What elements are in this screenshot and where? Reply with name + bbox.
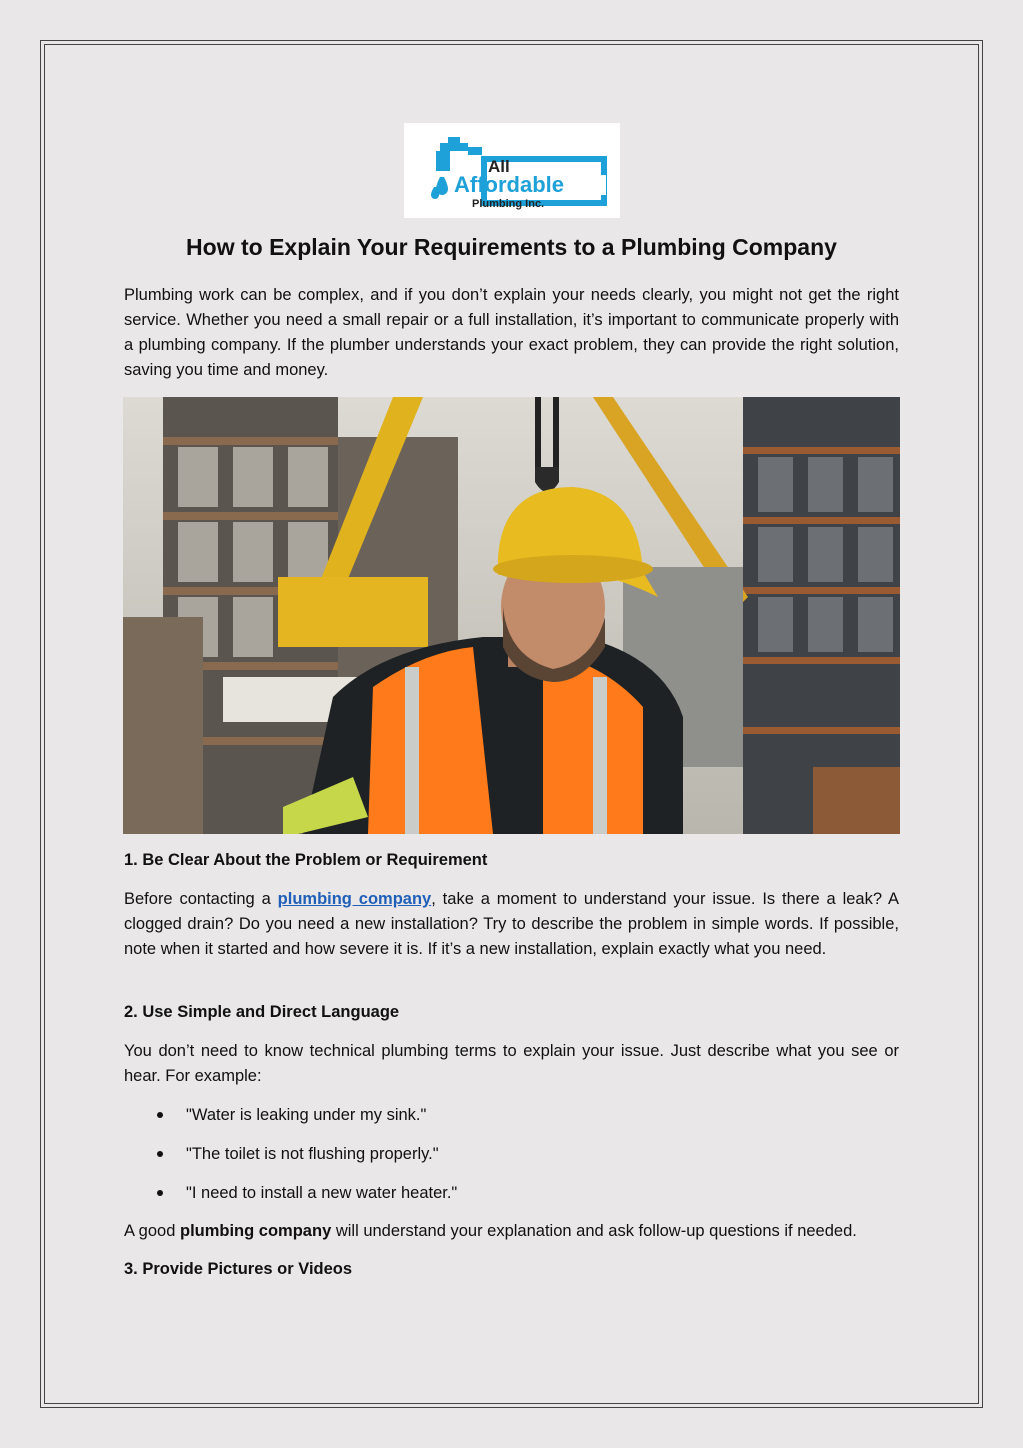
list-item: [124, 1183, 457, 1222]
list-item-text: "The toilet is not flushing properly.": [186, 1145, 439, 1163]
plumbing-company-bold: plumbing company: [179, 1222, 332, 1240]
closing-text-before: A good: [124, 1222, 180, 1240]
section-2-closing-paragraph: [124, 1219, 899, 1244]
construction-worker-photo: [123, 397, 900, 834]
list-item-text: "Water is leaking under my sink.": [186, 1106, 427, 1124]
list-item: [124, 1144, 457, 1183]
closing-text-after: will understand your explanation and ask follow-up questions if needed.: [331, 1222, 857, 1240]
svg-text:Affordable: Affordable: [454, 172, 564, 197]
intro-paragraph: Plumbing work can be complex, and if you don’t explain your needs clearly, you might not get the right service. Whether you need a small repair or a full installation, it’s important to communicate properly with a plumbing company. If the plumber understands your exact problem, they can provide the right solution, saving you time and money.: [124, 286, 899, 379]
section-1-heading: 1. Be Clear About the Problem or Requirement: [124, 851, 488, 869]
section-2-paragraph: You don’t need to know technical plumbing terms to explain your issue. Just describe what you see or hear. For example:: [124, 1042, 899, 1085]
bullet-icon: [157, 1151, 163, 1157]
section-1-text-after: , take a moment to understand your issue. Is there a leak? A clogged drain? Do you need a new installation? Try to describe the problem in simple words. If possible, note when it started and how severe it is. If it’s a new installation, explain exactly what you need.: [124, 890, 900, 958]
section-1-text-before: Before contacting a: [124, 890, 278, 908]
plumbing-company-link[interactable]: plumbing company: [277, 890, 432, 908]
examples-list: [124, 1105, 457, 1222]
list-item: [124, 1105, 457, 1144]
list-item-text: "I need to install a new water heater.": [186, 1184, 458, 1202]
page-title: How to Explain Your Requirements to a Plumbing Company: [186, 234, 837, 260]
section-1-paragraph: [124, 887, 899, 962]
company-logo: [404, 123, 620, 218]
bullet-icon: [157, 1112, 163, 1118]
section-3-heading: 3. Provide Pictures or Videos: [124, 1260, 353, 1278]
svg-text:All: All: [488, 157, 510, 176]
section-2-heading: 2. Use Simple and Direct Language: [124, 1003, 400, 1021]
svg-text:Plumbing Inc.: Plumbing Inc.: [472, 198, 545, 210]
bullet-icon: [157, 1190, 163, 1196]
